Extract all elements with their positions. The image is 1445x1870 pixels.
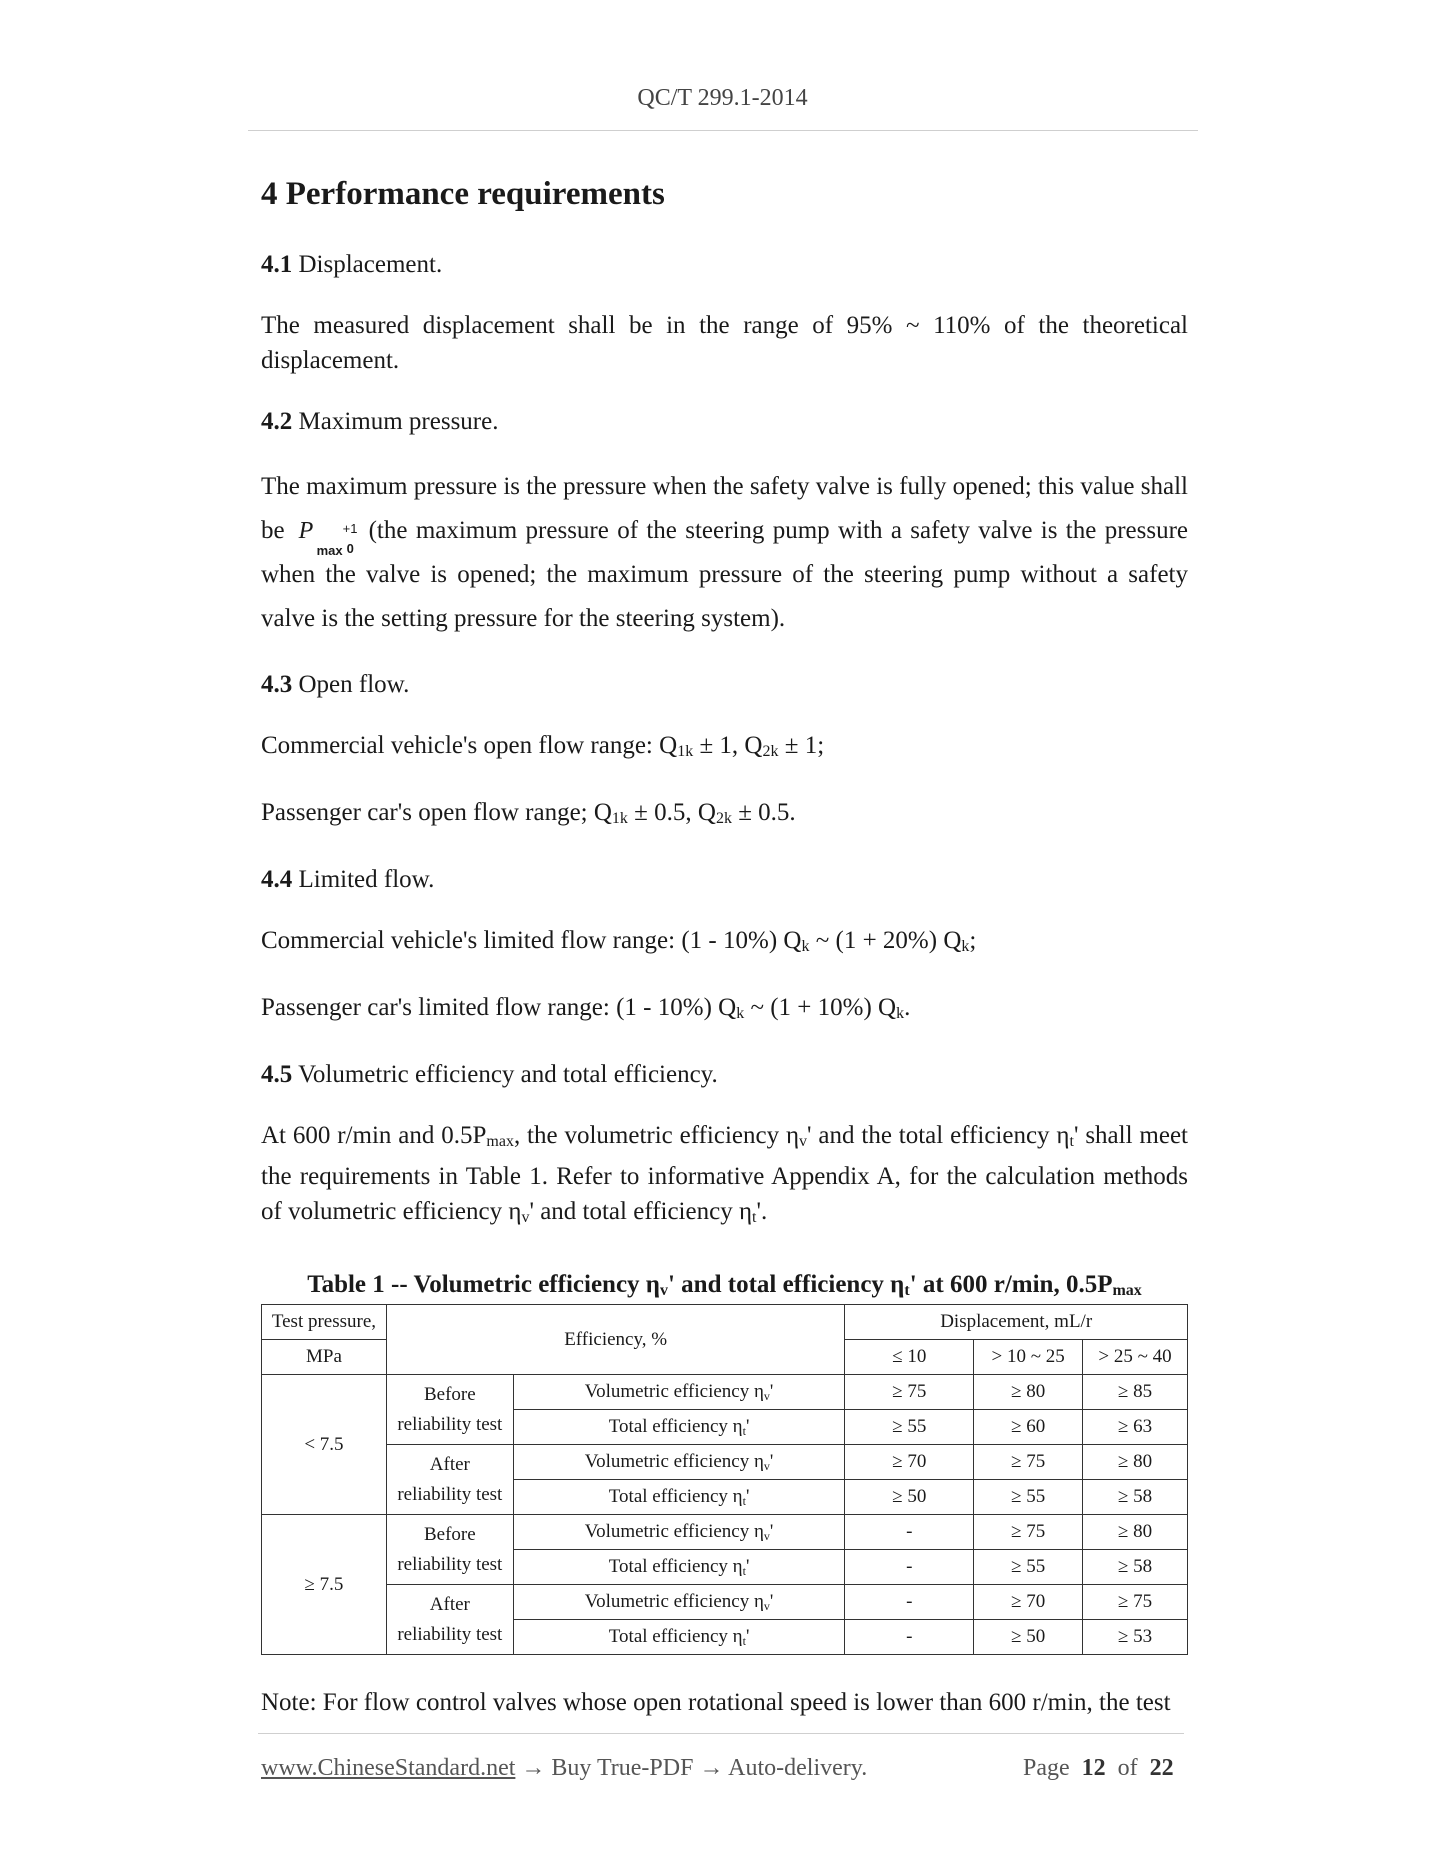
- clause-4-5-text: At 600 r/min and $0.5P_{max}$, the volumetric efficiency $\eta_v'$ and the total efficiency $\eta_t'$ shall meet the requirements in Table 1. Refer to informative Appendix A, for the calculation methods of volumetric efficiency $\eta_v'$ and total efficiency $\eta_t'$.: [261, 1122, 1188, 1226]
- efficiency-type-cell: Volumetric efficiency $\eta_v'$: [513, 1585, 845, 1620]
- clause-text-part: (the maximum pressure of the steering pump with a safety valve is the pressure when the valve is opened; the maximum pressure of the steering pump without a safety valve is the setting pressure for the steering system).: [261, 517, 1188, 632]
- table-note: Note: For flow control valves whose open rotational speed is lower than 600 r/min, the test: [261, 1689, 1171, 1716]
- page-indicator: Page 12 of 22: [1023, 1755, 1174, 1781]
- clause-title: Volumetric efficiency and total efficiency.: [298, 1061, 718, 1088]
- pressure-cell: ≥ 7.5: [262, 1515, 387, 1655]
- efficiency-value-cell: -: [845, 1620, 974, 1655]
- efficiency-table: [261, 1304, 1188, 1655]
- page-total: 22: [1149, 1755, 1174, 1781]
- clause-text-part: The maximum pressure is the pressure when the safety valve is fully opened; this value shall be: [261, 473, 1188, 544]
- clause-4-2-text: [261, 465, 1188, 641]
- header-divider: [248, 130, 1198, 131]
- efficiency-value-cell: ≥ 60: [974, 1410, 1083, 1445]
- efficiency-header-cell: Efficiency, %: [386, 1305, 844, 1375]
- displacement-column-header: > 25 ~ 40: [1083, 1340, 1188, 1375]
- efficiency-value-cell: ≥ 63: [1083, 1410, 1188, 1445]
- test-stage-cell: Before reliability test: [386, 1375, 513, 1445]
- clause-4-4-commercial: Commercial vehicle's limited flow range: (1 - 10%) $Q_k$ ~ (1 + 20%) $Q_k$;: [261, 927, 977, 955]
- website-link[interactable]: www.ChineseStandard.net: [261, 1755, 516, 1781]
- clause-4-4-heading: [261, 862, 1188, 897]
- efficiency-value-cell: -: [845, 1585, 974, 1620]
- efficiency-type-cell: Volumetric efficiency $\eta_v'$: [513, 1515, 845, 1550]
- efficiency-value-cell: ≥ 55: [845, 1410, 974, 1445]
- table-row: [262, 1515, 1188, 1550]
- page-number: 12: [1081, 1755, 1106, 1781]
- efficiency-value-cell: ≥ 75: [1083, 1585, 1188, 1620]
- table-row: [262, 1375, 1188, 1410]
- clause-number: 4.5: [261, 1061, 293, 1088]
- displacement-column-header: ≤ 10: [845, 1340, 974, 1375]
- clause-title: Maximum pressure.: [298, 408, 499, 435]
- test-stage-cell: After reliability test: [386, 1445, 513, 1515]
- clause-title: Open flow.: [298, 671, 410, 698]
- efficiency-value-cell: ≥ 53: [1083, 1620, 1188, 1655]
- clause-number: 4.4: [261, 866, 293, 893]
- delivery-text: Auto-delivery.: [728, 1755, 868, 1781]
- efficiency-value-cell: -: [845, 1550, 974, 1585]
- displacement-column-header: > 10 ~ 25: [974, 1340, 1083, 1375]
- document-body: [261, 170, 1188, 1746]
- formula-subscript: max: [316, 543, 343, 559]
- efficiency-value-cell: ≥ 80: [974, 1375, 1083, 1410]
- clause-title: Limited flow.: [298, 866, 435, 893]
- efficiency-value-cell: ≥ 75: [974, 1515, 1083, 1550]
- footer-divider: [258, 1733, 1184, 1734]
- efficiency-type-cell: Total efficiency $\eta_t'$: [513, 1480, 845, 1515]
- clause-title: Displacement.: [298, 251, 443, 278]
- clause-4-5-heading: [261, 1057, 1188, 1092]
- efficiency-type-cell: Total efficiency $\eta_t'$: [513, 1620, 845, 1655]
- pressure-unit-cell: MPa: [262, 1340, 387, 1375]
- clause-4-2-heading: [261, 404, 1188, 439]
- efficiency-value-cell: ≥ 85: [1083, 1375, 1188, 1410]
- test-stage-cell: Before reliability test: [386, 1515, 513, 1585]
- efficiency-type-cell: Total efficiency $\eta_t'$: [513, 1410, 845, 1445]
- clause-4-3-passenger: Passenger car's open flow range; $Q_{1k} \pm 0.5$, $Q_{2k} \pm 0.5$.: [261, 799, 796, 827]
- efficiency-value-cell: ≥ 80: [1083, 1515, 1188, 1550]
- clause-4-3-heading: [261, 667, 1188, 702]
- footer-promo: [261, 1755, 867, 1782]
- efficiency-value-cell: ≥ 55: [974, 1480, 1083, 1515]
- table-row: [262, 1585, 1188, 1620]
- efficiency-value-cell: ≥ 80: [1083, 1445, 1188, 1480]
- test-stage-cell: After reliability test: [386, 1585, 513, 1655]
- pmax-tolerance-formula: [298, 515, 359, 559]
- formula-upper-tolerance: +1: [342, 521, 358, 537]
- efficiency-value-cell: ≥ 50: [845, 1480, 974, 1515]
- clause-4-4-passenger: Passenger car's limited flow range: (1 - 10%) $Q_k$ ~ (1 + 10%) $Q_k$.: [261, 994, 911, 1022]
- efficiency-value-cell: ≥ 70: [845, 1445, 974, 1480]
- efficiency-value-cell: ≥ 70: [974, 1585, 1083, 1620]
- buy-link[interactable]: Buy True-PDF: [551, 1755, 694, 1781]
- clause-4-3-commercial: Commercial vehicle's open flow range: $Q_{1k} \pm 1$, $Q_{2k} \pm 1$;: [261, 732, 825, 760]
- efficiency-type-cell: Total efficiency $\eta_t'$: [513, 1550, 845, 1585]
- efficiency-value-cell: ≥ 75: [845, 1375, 974, 1410]
- efficiency-value-cell: ≥ 50: [974, 1620, 1083, 1655]
- pressure-cell: < 7.5: [262, 1375, 387, 1515]
- efficiency-type-cell: Volumetric efficiency $\eta_v'$: [513, 1445, 845, 1480]
- clause-4-1-text: The measured displacement shall be in the range of 95% ~ 110% of the theoretical displacement.: [261, 312, 1188, 374]
- arrow-icon: →: [693, 1755, 729, 1781]
- pressure-header-cell: Test pressure,: [262, 1305, 387, 1340]
- formula-symbol: P: [298, 518, 314, 545]
- efficiency-value-cell: ≥ 58: [1083, 1550, 1188, 1585]
- clause-number: 4.3: [261, 671, 293, 698]
- clause-4-1-heading: [261, 247, 1188, 282]
- efficiency-value-cell: -: [845, 1515, 974, 1550]
- efficiency-value-cell: ≥ 75: [974, 1445, 1083, 1480]
- efficiency-type-cell: Volumetric efficiency $\eta_v'$: [513, 1375, 845, 1410]
- clause-number: 4.2: [261, 408, 293, 435]
- table-1-caption: Table 1 -- Volumetric efficiency $\eta_v'$ and total efficiency $\eta_t'$ at 600 r/min, $0.5P_{max}$: [307, 1271, 1142, 1299]
- efficiency-value-cell: ≥ 58: [1083, 1480, 1188, 1515]
- arrow-icon: →: [515, 1755, 552, 1781]
- formula-lower-tolerance: 0: [346, 541, 354, 557]
- table-row: [262, 1445, 1188, 1480]
- section-heading: 4 Performance requirements: [261, 176, 665, 212]
- table-header-row: [262, 1305, 1188, 1340]
- efficiency-value-cell: ≥ 55: [974, 1550, 1083, 1585]
- displacement-header-cell: Displacement, mL/r: [845, 1305, 1188, 1340]
- clause-number: 4.1: [261, 251, 293, 278]
- doc-header-id: QC/T 299.1-2014: [637, 85, 808, 111]
